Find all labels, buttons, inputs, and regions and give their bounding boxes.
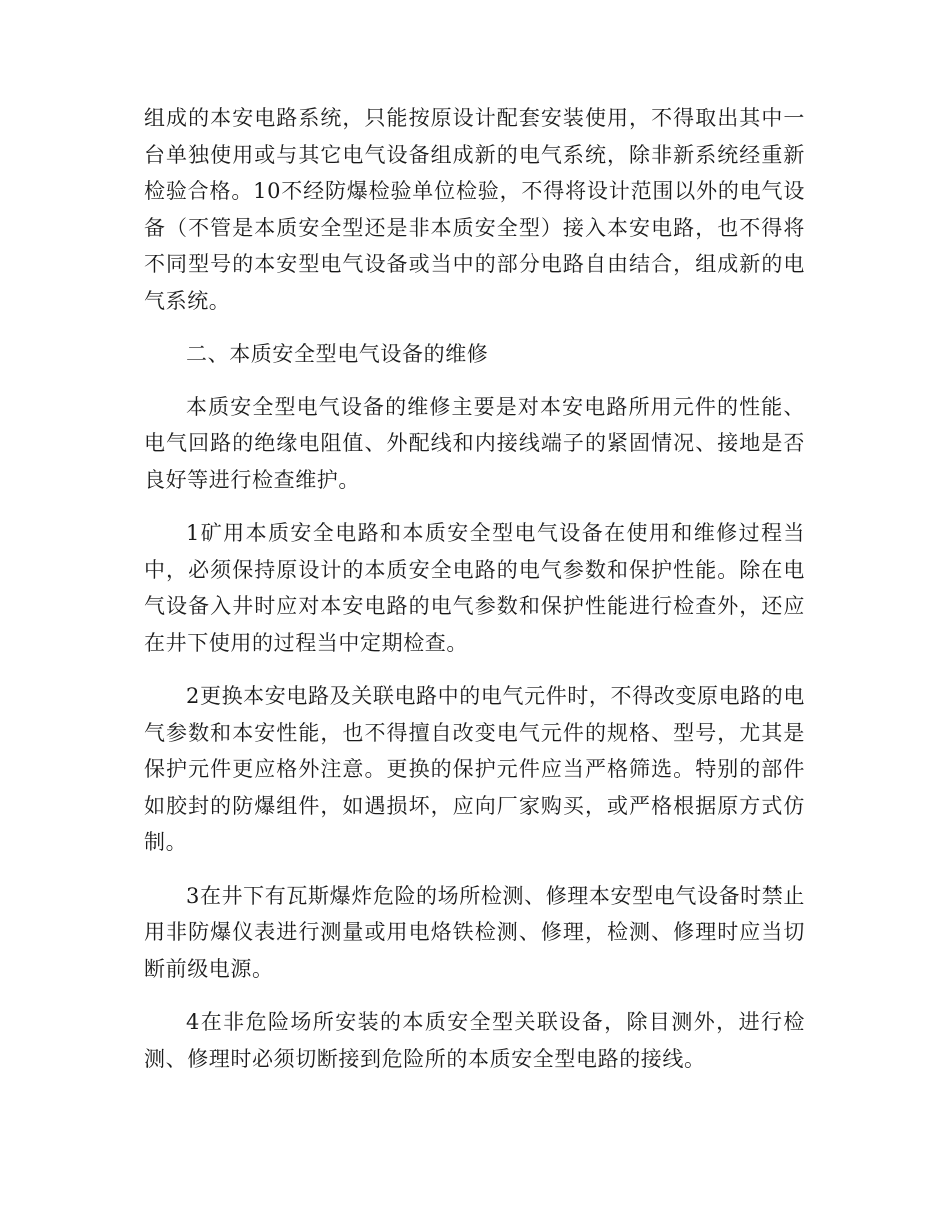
paragraph-continuation: 组成的本安电路系统，只能按原设计配套安装使用，不得取出其中一台单独使用或与其它电气设备组成新的电气系统，除非新系统经重新检验合格。10不经防爆检验单位检验，不得将设计范围以外的电气设备（不管是本质安全型还是非本质安全型）接入本安电路，也不得将不同型号的本安型电气设备或当中的部分电路自由结合，组成新的电气系统。 bbox=[144, 106, 805, 313]
paragraph-item-1: 1矿用本质安全电路和本质安全型电气设备在使用和维修过程当中，必须保持原设计的本质安全电路的电气参数和保护性能。除在电气设备入井时应对本安电路的电气参数和保护性能进行检查外，还应在井下使用的过程当中定期检查。 bbox=[144, 521, 805, 655]
paragraph-item-2: 2更换本安电路及关联电路中的电气元件时，不得改变原电路的电气参数和本安性能，也不得擅自改变电气元件的规格、型号，尤其是保护元件更应格外注意。更换的保护元件应当严格筛选。特别的部件如胶封的防爆组件，如遇损坏，应向厂家购买，或严格根据原方式仿制。 bbox=[144, 684, 805, 854]
section-heading: 二、本质安全型电气设备的维修 bbox=[186, 342, 489, 366]
paragraph-maintenance-overview: 本质安全型电气设备的维修主要是对本安电路所用元件的性能、电气回路的绝缘电阻值、外配线和内接线端子的紧固情况、接地是否良好等进行检查维护。 bbox=[144, 394, 805, 492]
paragraph-item-3: 3在井下有瓦斯爆炸危险的场所检测、修理本安型电气设备时禁止用非防爆仪表进行测量或用电烙铁检测、修理，检测、修理时应当切断前级电源。 bbox=[144, 883, 805, 981]
paragraph-item-4: 4在非危险场所安装的本质安全型关联设备，除目测外，进行检测、修理时必须切断接到危险所的本质安全型电路的接线。 bbox=[144, 1010, 805, 1071]
